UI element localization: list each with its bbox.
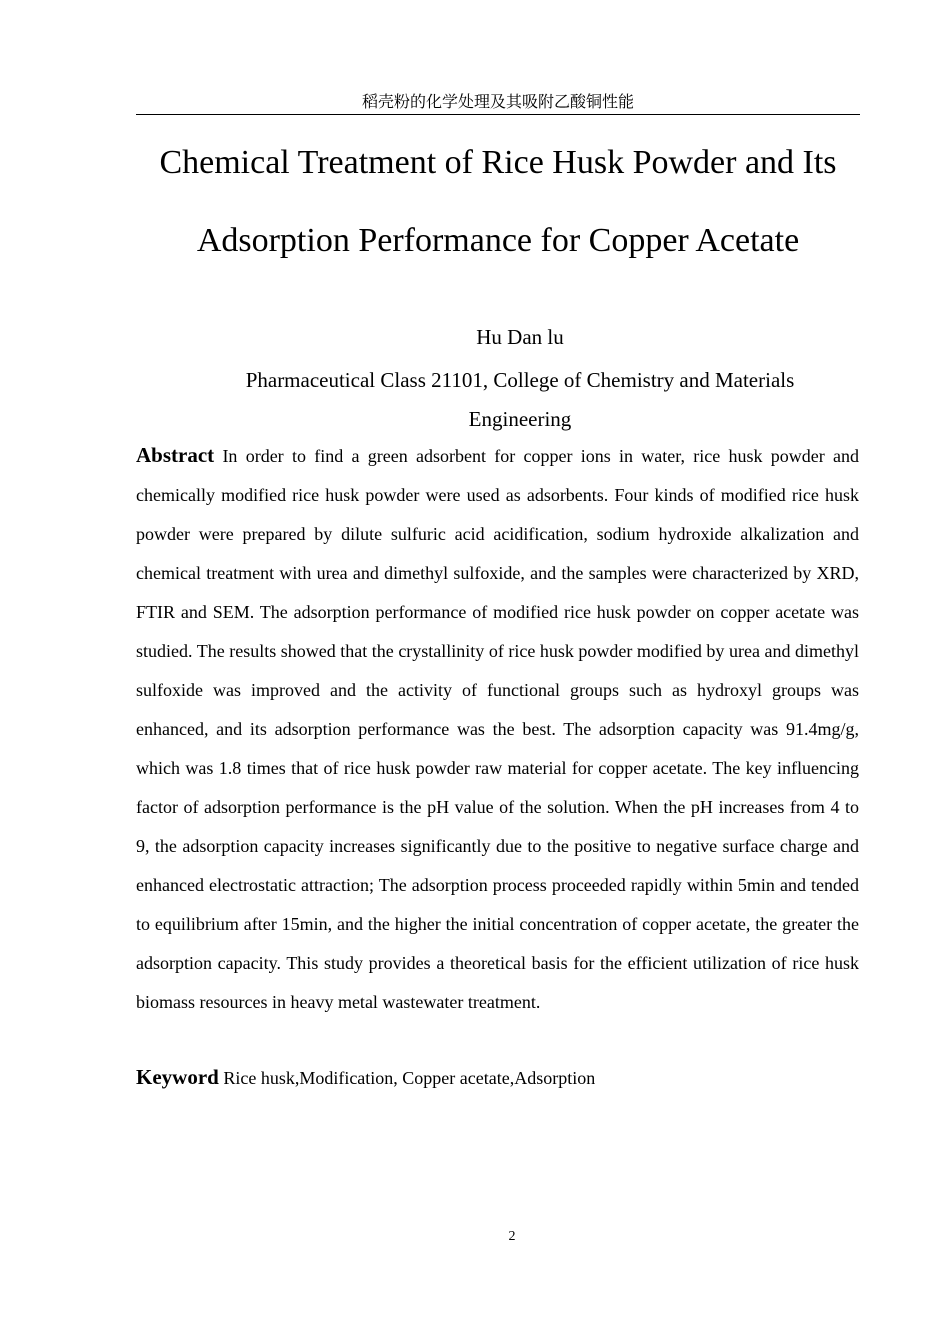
abstract-paragraph	[136, 436, 859, 1022]
keywords-paragraph	[136, 1059, 859, 1096]
author-name: Hu Dan lu	[476, 325, 564, 349]
author-affiliation: Pharmaceutical Class 21101, College of Chemistry and Materials Engineering	[245, 368, 795, 431]
abstract-label: Abstract	[136, 443, 215, 467]
paper-title-line-2: Adsorption Performance for Copper Acetate	[196, 222, 800, 259]
paper-title-line-1: Chemical Treatment of Rice Husk Powder and Its	[159, 144, 837, 181]
abstract-text: In order to find a green adsorbent for copper ions in water, rice husk powder and chemically modified rice husk powder were used as adsorbents. Four kinds of modified rice husk powder were prepared by dilute sulfuric acid acidification, sodium hydroxide alkalization and chemical treatment with urea and dimethyl sulfoxide, and the samples were characterized by XRD, FTIR and SEM. The adsorption performance of modified rice husk powder on copper acetate was studied. The results showed that the crystallinity of rice husk powder modified by urea and dimethyl sulfoxide was improved and the activity of functional groups such as hydroxyl groups was enhanced, and its adsorption performance was the best. The adsorption capacity was 91.4mg/g, which was 1.8 times that of rice husk powder raw material for copper acetate. The key influencing factor of adsorption performance is the pH value of the solution. When the pH increases from 4 to 9, the adsorption capacity increases significantly due to the positive to negative surface charge and enhanced electrostatic attraction; The adsorption process proceeded rapidly within 5min and tended to equilibrium after 15min, and the higher the initial concentration of copper acetate, the greater the adsorption capacity. This study provides a theoretical basis for the efficient utilization of rice husk biomass resources in heavy metal wastewater treatment.	[136, 446, 860, 1012]
running-header-title: 稻壳粉的化学处理及其吸附乙酸铜性能	[361, 92, 634, 111]
paper-title	[100, 124, 896, 280]
running-header	[136, 91, 860, 115]
keyword-text: Rice husk,Modification, Copper acetate,Adsorption	[223, 1068, 596, 1088]
page-number: 2	[508, 1229, 516, 1244]
keyword-label: Keyword	[136, 1065, 219, 1089]
